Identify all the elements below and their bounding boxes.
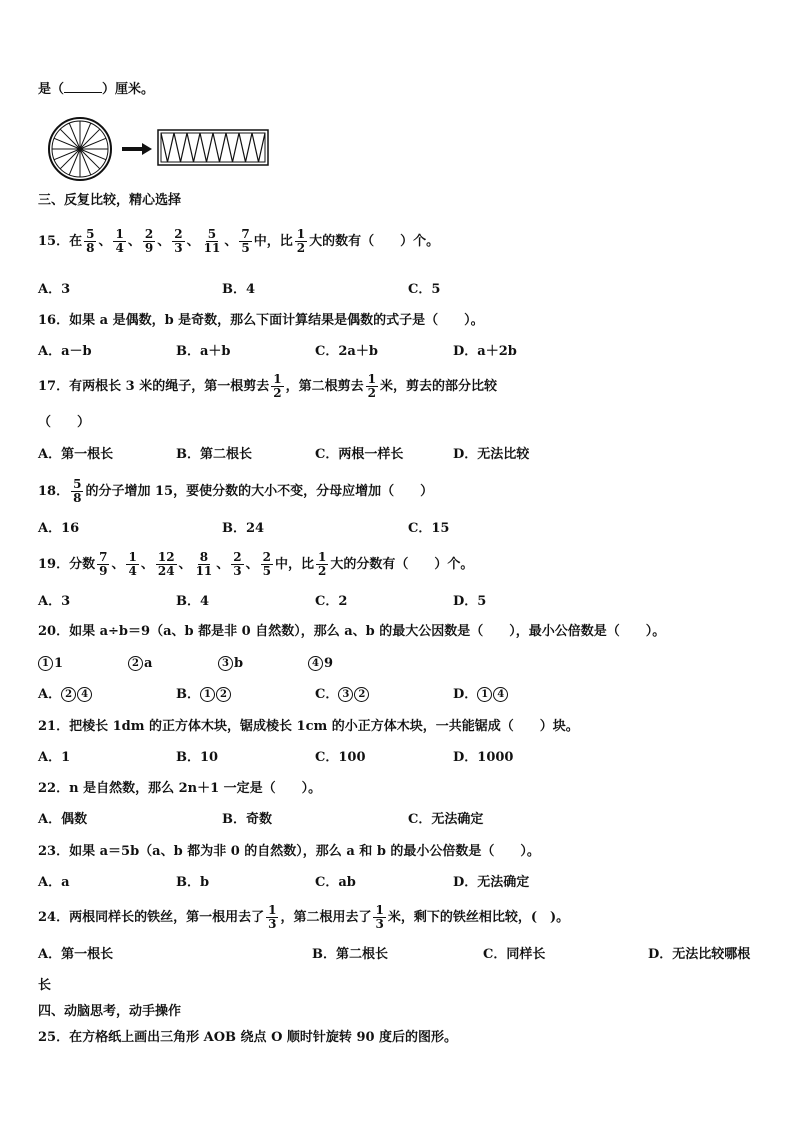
q20-choice-4: 4 9 <box>308 655 333 673</box>
separator: 、 <box>140 557 154 572</box>
q16-option-c[interactable]: C．2a＋b <box>315 344 378 359</box>
q24-fraction-2: $\frac{1}{3}$ <box>375 903 384 931</box>
q22-stem: 22．n 是自然数，那么 2n＋1 一定是（ ）。 <box>38 781 322 796</box>
q16-stem: 16．如果 a 是偶数，b 是奇数，那么下面计算结果是偶数的式子是（ ）。 <box>38 313 484 328</box>
q19-option-c[interactable]: C．2 <box>315 594 348 609</box>
q19-fraction-5: $\frac{2}{3}$ <box>233 550 242 578</box>
intro-post: ）厘米。 <box>102 82 155 97</box>
q15-text-3: 大的数有（ ）个。 <box>309 234 440 249</box>
q15-option-c[interactable]: C．5 <box>408 282 441 297</box>
separator: 、 <box>98 234 112 249</box>
separator: 、 <box>111 557 125 572</box>
q15-fraction-1: $\frac{5}{8}$ <box>86 227 95 255</box>
q18-stem <box>38 477 433 507</box>
separator: 、 <box>178 557 192 572</box>
q16-option-b[interactable]: B．a＋b <box>176 344 231 359</box>
section4-title: 四、动脑思考，动手操作 <box>38 1004 182 1019</box>
separator: 、 <box>127 234 141 249</box>
q18-fraction: $\frac{5}{8}$ <box>73 477 82 505</box>
q21-option-a[interactable]: A．1 <box>38 750 71 765</box>
q17-option-c[interactable]: C．两根一样长 <box>315 447 404 462</box>
q24-option-d[interactable]: D．无法比较哪根 <box>648 947 751 962</box>
q20-stem: 20．如果 a÷b＝9（a、b 都是非 0 自然数），那么 a、b 的最大公因数是（ ），最小公倍数是（ ）。 <box>38 624 666 639</box>
q17-stem <box>38 372 497 402</box>
q18-option-c[interactable]: C．15 <box>408 521 450 536</box>
intro-line <box>38 80 154 99</box>
q24-option-b[interactable]: B．第二根长 <box>312 947 388 962</box>
q19-option-d[interactable]: D．5 <box>453 594 487 609</box>
q21-option-d[interactable]: D．1000 <box>453 750 514 765</box>
q20-choice-2: 2 a <box>128 655 152 673</box>
q19-stem <box>38 550 473 580</box>
q24-text-3: 米，剩下的铁丝相比较，( )。 <box>387 910 570 925</box>
q15-stem <box>38 227 439 257</box>
q20-choice-3: 3 b <box>218 655 243 673</box>
q18-option-a[interactable]: A．16 <box>38 521 80 536</box>
q22-option-c[interactable]: C．无法确定 <box>408 812 484 827</box>
separator: 、 <box>224 234 238 249</box>
q18-text: 的分子增加 15，要使分数的大小不变，分母应增加（ ） <box>85 484 434 499</box>
q20-option-a[interactable]: A． 2 4 <box>38 686 93 704</box>
q24-text-2: ，第二根用去了 <box>280 910 372 925</box>
q21-option-b[interactable]: B．10 <box>176 750 219 765</box>
q24-stem <box>38 903 569 933</box>
q19-compare-fraction: $\frac{1}{2}$ <box>318 550 327 578</box>
answer-blank[interactable] <box>64 80 102 93</box>
q19-fraction-3: $\frac{12}{24}$ <box>157 550 175 578</box>
q15-fraction-5: $\frac{5}{11}$ <box>203 227 221 255</box>
q15-number: 15． <box>38 234 70 249</box>
q17-text-3: 米，剪去的部分比较 <box>379 379 497 394</box>
q17-paren: （ ） <box>38 415 91 430</box>
q20-choice-1: 1 1 <box>38 655 63 673</box>
q17-text-1: 17．有两根长 3 米的绳子，第一根剪去 <box>38 379 270 394</box>
q15-fraction-4: $\frac{2}{3}$ <box>174 227 183 255</box>
q20-option-b[interactable]: B． 1 2 <box>176 686 232 704</box>
q21-stem: 21．把棱长 1dm 的正方体木块，锯成棱长 1cm 的小正方体木块，一共能锯成（ ）块。 <box>38 719 579 734</box>
separator: 、 <box>157 234 171 249</box>
separator: 、 <box>245 557 259 572</box>
q15-text-1: 在 <box>69 234 83 249</box>
q19-fraction-6: $\frac{2}{5}$ <box>262 550 272 578</box>
circle-cut-figure <box>44 114 274 184</box>
q24-text-1: 24．两根同样长的铁丝，第一根用去了 <box>38 910 265 925</box>
q15-text-2: 中，比 <box>253 234 293 249</box>
q15-option-a[interactable]: A．3 <box>38 282 71 297</box>
q23-option-c[interactable]: C．ab <box>315 875 356 890</box>
q19-text-1: 19．分数 <box>38 557 96 572</box>
q23-option-d[interactable]: D．无法确定 <box>453 875 530 890</box>
q22-option-a[interactable]: A．偶数 <box>38 812 88 827</box>
q18-number: 18． <box>38 484 70 499</box>
q24-option-a[interactable]: A．第一根长 <box>38 947 114 962</box>
separator: 、 <box>186 234 200 249</box>
q19-option-b[interactable]: B．4 <box>176 594 210 609</box>
q17-option-d[interactable]: D．无法比较 <box>453 447 530 462</box>
q20-option-c[interactable]: C． 3 2 <box>315 686 370 704</box>
q19-text-3: 大的分数有（ ）个。 <box>330 557 474 572</box>
q24-option-d-wrap: 长 <box>38 978 52 993</box>
q19-fraction-2: $\frac{1}{4}$ <box>128 550 137 578</box>
q15-fraction-6: $\frac{7}{5}$ <box>241 227 250 255</box>
q24-fraction-1: $\frac{1}{3}$ <box>268 903 277 931</box>
q25-stem: 25．在方格纸上画出三角形 AOB 绕点 O 顺时针旋转 90 度后的图形。 <box>38 1030 458 1045</box>
q19-fraction-1: $\frac{7}{9}$ <box>99 550 108 578</box>
separator: 、 <box>216 557 230 572</box>
q22-option-b[interactable]: B．奇数 <box>222 812 272 827</box>
q19-fraction-4: $\frac{8}{11}$ <box>195 550 213 578</box>
q15-compare-fraction: $\frac{1}{2}$ <box>296 227 306 255</box>
intro-pre: 是（ <box>38 82 65 97</box>
q23-option-b[interactable]: B．b <box>176 875 210 890</box>
q17-option-a[interactable]: A．第一根长 <box>38 447 114 462</box>
q17-text-2: ，第二根剪去 <box>285 379 364 394</box>
section3-title: 三、反复比较，精心选择 <box>38 193 182 208</box>
q23-option-a[interactable]: A．a <box>38 875 70 890</box>
q15-fraction-3: $\frac{2}{9}$ <box>144 227 154 255</box>
q23-stem: 23．如果 a＝5b（a、b 都为非 0 的自然数），那么 a 和 b 的最小公倍数是（ ）。 <box>38 844 540 859</box>
q19-text-2: 中，比 <box>275 557 315 572</box>
q19-option-a[interactable]: A．3 <box>38 594 71 609</box>
q24-option-c[interactable]: C．同样长 <box>483 947 546 962</box>
q15-fraction-2: $\frac{1}{4}$ <box>115 227 124 255</box>
q20-option-d[interactable]: D． 1 4 <box>453 686 509 704</box>
q17-fraction-1: $\frac{1}{2}$ <box>273 372 282 400</box>
q16-option-a[interactable]: A．a－b <box>38 344 92 359</box>
q17-fraction-2: $\frac{1}{2}$ <box>367 372 376 400</box>
q15-option-b[interactable]: B．4 <box>222 282 256 297</box>
q21-option-c[interactable]: C．100 <box>315 750 366 765</box>
q17-option-b[interactable]: B．第二根长 <box>176 447 252 462</box>
q18-option-b[interactable]: B．24 <box>222 521 265 536</box>
q16-option-d[interactable]: D．a＋2b <box>453 344 517 359</box>
